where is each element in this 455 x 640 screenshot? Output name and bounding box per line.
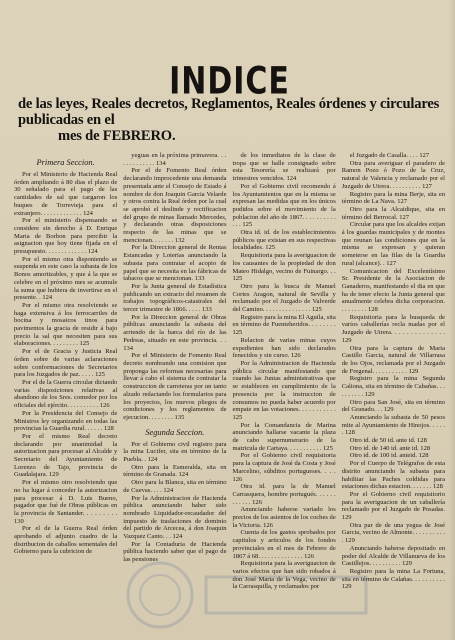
index-entry: Otra id. id. de los establecimientos públicos que existan en sus respectivas localidades. 125 xyxy=(232,229,336,252)
index-entry: Otra para averiguar el paradero de Ramon Pozo ó Pozo de la Cruz, natural de Valencia y reclamado por el Juzgado de Utrera. . . . . . . . . . 127 xyxy=(341,159,445,190)
column-2 xyxy=(123,152,226,591)
index-entry: Otro para San José, sita en término del Granado. . . 129 xyxy=(341,398,445,414)
index-entry: Relacion de varias minas cuyos expedientes han sido declarados fenecidos y sin curso. 126 xyxy=(232,336,336,360)
index-entry: Requisitoria para la averiguacion de los causantes de la propiedad de don Mateo Hidalgo, vecino de Fuinargo. . . 125 xyxy=(232,252,336,283)
subtitle-line-2: mes de FEBRERO. xyxy=(58,128,176,144)
column-4 xyxy=(342,152,445,591)
index-entry: Comunicacion del Excelentísimo Sr. Presidente de la Asociacion de Ganaderos, manifestando el dia en que ha de tener efecto la Junta general que anualmente celebra dicha corporacion. . . . . . . . . 128 xyxy=(341,267,445,314)
index-entry: Por el Gobierno civil requisitoria para la captura de José da Costa y José Marcelino, súbditos portugueses. . . . 126 xyxy=(232,452,336,483)
column-3-entries xyxy=(233,152,336,591)
index-entry: Registro para la mina El Aguila, sita en término de Fuenteheridos. . . . . . . . 125 xyxy=(232,313,336,337)
index-entry: de los inmediatos de la clase de tropa que se halle consignado sobre esta Tesorería se realizará por trimestres vencidos. 124 xyxy=(232,152,336,183)
index-entry: Otro id. de 140 id. ante id. 128 xyxy=(349,444,431,452)
index-entry: yeguas en la próxima primavera. . . . . . . . . . . . . 134 xyxy=(123,152,227,167)
index-entry: Por la Direccion general de Obras públicas anunciando la subasta del arriendo de la barca del río de las Pedreas, situado en este provincia. . . 134 xyxy=(123,313,227,352)
index-entry: Registro para la mina La Fortuna, sita en término de Calañas. . . . . . . . . . 129 xyxy=(341,567,445,591)
index-entry: Requisitoria para la busqueda de varios caballerías recla madas por el Juzgado de Utrera. . . . . . . . . . . . . . 129 xyxy=(341,313,445,344)
index-entry: Por el de Fomento Real órden declarando improcedente una demanda presentada ante el Consejo de Estado á nombre de don Joaquin Garcia Velarde y otros contra la Real órden por la cual se aprobó el deslinde y rectificacion del grupo de minas llamado Mercedes, y declarando otras disposiciones respecto de las minas que se mencionan. . . . . . . 132 xyxy=(123,167,227,244)
index-entry: Otro para la Alcaidique, sita en término del Berrocal. 127 xyxy=(341,205,445,221)
index-entry: Otro id. de 100 id. anteid. 128 xyxy=(349,452,429,460)
index-entry: Por el mismo otra resolviendo se haga extensiva á los ferrocarriles de bocina y mosaicos tinos para pavimentos la gracia de residir á bajo precio la sal que necesiten para sus elaboraciones. . . . . . . . . 125 xyxy=(14,301,118,348)
index-entry: Requisitoria para la averiguacion de varios efectos que han sido robados á don José Maria de la Vega, vecino de la Carrasquilla, y reclamados por xyxy=(232,560,336,591)
index-entry: Otra para la captura de Maria Castillo Garcia, natural de Villarrasa de los Ojos, reclamada por el Juzgado de Fregenal. . . . . . . . . . . 129 xyxy=(341,344,445,375)
index-entry: el Juzgado de Casalla. . . . 127 xyxy=(349,152,430,159)
index-entry: Registro para la mina Segunda Caliona, sita en término de Cabañas. . . . . . . . . . 129 xyxy=(341,375,445,398)
index-entry: Anunciando la subasta de 50 pesos mite al Ayuntamiento de Hinojos. . . . . . 128 xyxy=(341,413,445,437)
index-entry: Por el mismo otra disponiendo se suspenda en este caso la subasta de los Bonos amortizables, y que á la que se celebre en el próximo mes se acumule la suma que hubiera de invertirse en el presente. . 124 xyxy=(14,255,118,302)
index-entry: Por el mismo Real decreto declarando por unanimidad la autorizacion para procesar al Alcalde y Secretario del Ayuntamiento de Lorenzo de Tajo, provincia de Guadalajara. 129 xyxy=(14,432,118,479)
index-entry: Circular para que los alcaldes exijan á los guardas municipales y de montes que reunan las condiciones que en la misma se expresan y quieran someterse en las filas de la Guardia rural (alcance). . 127 xyxy=(341,221,445,267)
index-entry: Otra id. para la de Manuel Carrasquera, hombre portugués. . . . . . . . . . . . 126 xyxy=(232,483,336,506)
index-entry: Por el de la Guerra Real órden aprobando el adjunto cuadro de la distribucion de caballos sementales del Gobierno para la cubricion de xyxy=(14,525,118,556)
index-entry: Otro para la busca de Manuel Cortes Aragon, natural de Sevilla y reclamado por el Juzgado de Valverde del Camino. . . . . . . . . . . . . . . 125 xyxy=(232,282,336,314)
index-entry: Cuenta de los gastos sprobados por capitulos y articulos de los fondos provinciales en el mes de Febrero de 1867 á 68. . . . . . . . . . . . . . 126 xyxy=(232,529,336,560)
index-entry: Por el de Gracia y Justicia Real órden sobre de varias aclaraciones sobre conformaciones de Secretarios para los Juzgados de paz. . . . . 125 xyxy=(14,348,118,379)
index-entry: Por el mismo otro resolviendo que no ha lugar á conceder la autorizacion para procesar á D. Luis Bueno, pagador que fué de Obras públicas en la provincia de Santander. . . . . . . . . 130 xyxy=(14,479,118,525)
index-entry: Por la Administracion de Hacienda pública circular manifestando que cuando las Juntas administrativas que se establecen en cumplimiento de la presencia por la instruccion de consumos no pueda haber acuerdo por empate en las votaciones. . . . . . . . . . . 125 xyxy=(232,359,336,421)
index-entry: Otro id. de 50 id. ante id. 128 xyxy=(349,437,427,445)
index-entry: Por la Comandancia de Marina anunciando hallarse vacante la plaza de cabo supernumerario de la matricula de Cartaya. . . . . . . . . . . 125 xyxy=(232,421,336,452)
index-entry: Por el ministerio dispensando se considere sin derecho á D. Enrique Maria de Borbon para percibir la asignacion que hoy tiene fijada en el presupuesto. . . . . . . . . . . . . 124 xyxy=(14,217,118,256)
index-entry: Por el de la Guerra circular dictando varias disposiciones relativas al abandono de los Sres. comedor por los oficiales del ejército. . . . . . . . . . 126 xyxy=(14,378,118,410)
index-entry: Otra par de de una yegua de José Garcia, vecino de Almonte. . . . . . . . . . . 129 xyxy=(341,521,445,545)
column-2-entries xyxy=(123,152,226,422)
index-entry: Por la Administracion de Hacienda pública anunciando haber sido nombrado Liquidador-recaudador del impuesto de traslaciones de dominio del partido de Arcecea, á don Joaquin Vazquez Canto. . . 124 xyxy=(123,494,227,541)
index-title: INDICE xyxy=(169,59,290,104)
page-edge-shadow xyxy=(449,0,455,640)
index-entry: Por la Junta general de Estadística publicando un extracto del resumen de trabajos topográficos-catastrales del tercer trimestre de 1866. . . . . 133 xyxy=(123,282,227,314)
index-entry: Por la Contaduria de Hacienda pública haciendo saber que el pago de las pensiones xyxy=(123,540,227,564)
column-4-entries xyxy=(342,152,445,591)
column-2-entries-second xyxy=(123,441,226,564)
index-entry: Registro para la mina Berje, sita en término de La Nava. 127 xyxy=(341,190,445,206)
index-entry: Por la Direccion general de Rentas Estancadas y Loterias anunciando la subasta para contratar el acopio de papel que se necesita en las fábricas de tabacos que se mencionan. 133 xyxy=(123,244,227,283)
index-entry: Otro para la Esmeralda, sita en término de Granada. 124 xyxy=(123,463,227,479)
index-entry: Anunciando haberse depositado en poder del Alcalde de Villanueva de los Castillejos. . . . . . . . . . 129 xyxy=(341,544,445,568)
section-heading-primera: Primera Seccion. xyxy=(36,158,95,167)
column-1 xyxy=(14,152,117,591)
index-entry: Por el Gobierno civil registro para la mina Lucifer, sita en término de la Puebla. . 124 xyxy=(123,440,227,464)
index-entry: Por el Ministerio de Fomento Real decreto nombrando una comision que proponga las reformas necesarias para llevar á cabo el sistema de contratar la construccion de carreteras por un tanto alzado redactando los formularios para los proyectos, los nuevos pliegos de condiciones y los reglamentos de ejecucion. . . . . . . . 135 xyxy=(123,352,227,421)
column-3 xyxy=(233,152,336,591)
index-entry: Por el Cuerpo de Telégrafos de esta distrito anunciando la subasta para habilitar las Paches coldidas para estaciones dichas estacion. . . . . . . 128 xyxy=(341,460,445,491)
index-entry: Por el Gobierno civil requisitorio para la averiguacion de un caballería reclamado por el Juzgado de Posadas. 129 xyxy=(341,490,445,522)
index-entry: Otro para la Blanca, sita en término de Cuevas. . . . 124 xyxy=(123,479,227,494)
index-entry: Por la Presidencia del Consejo de Ministros ley organizando en todas las provincias la Guardia rural. . . . . . 128 xyxy=(14,409,118,433)
index-entry: Por el Ministerio de Hacienda Real órden ampliando á 80 dias el plazo de 30 señalado para el pago de las cantidades de sal que cargaron los buques de Torrevieja para el extranjero. . . . . . . . . . . . . 124 xyxy=(14,171,118,217)
index-columns xyxy=(14,152,445,591)
subtitle-line-1: de las leyes, Reales decretos, Reglamentos, Reales órdenes y circulares publicadas en el xyxy=(18,96,440,128)
section-heading-segunda: Segunda Seccion. xyxy=(145,427,205,437)
column-1-entries xyxy=(14,171,117,556)
index-entry: Por el Gobierno civil recomendo á los Ayuntamientos que en la misma se expresan las medidas que en los únicos podidos sobre el movimiento de la poblacion del año de 1867. . . . . . . . . . . . . 125 xyxy=(232,182,336,229)
index-entry: Anunciando haberse variado los precios de los asientos de los coches de la Victoria. 126 xyxy=(232,506,336,529)
